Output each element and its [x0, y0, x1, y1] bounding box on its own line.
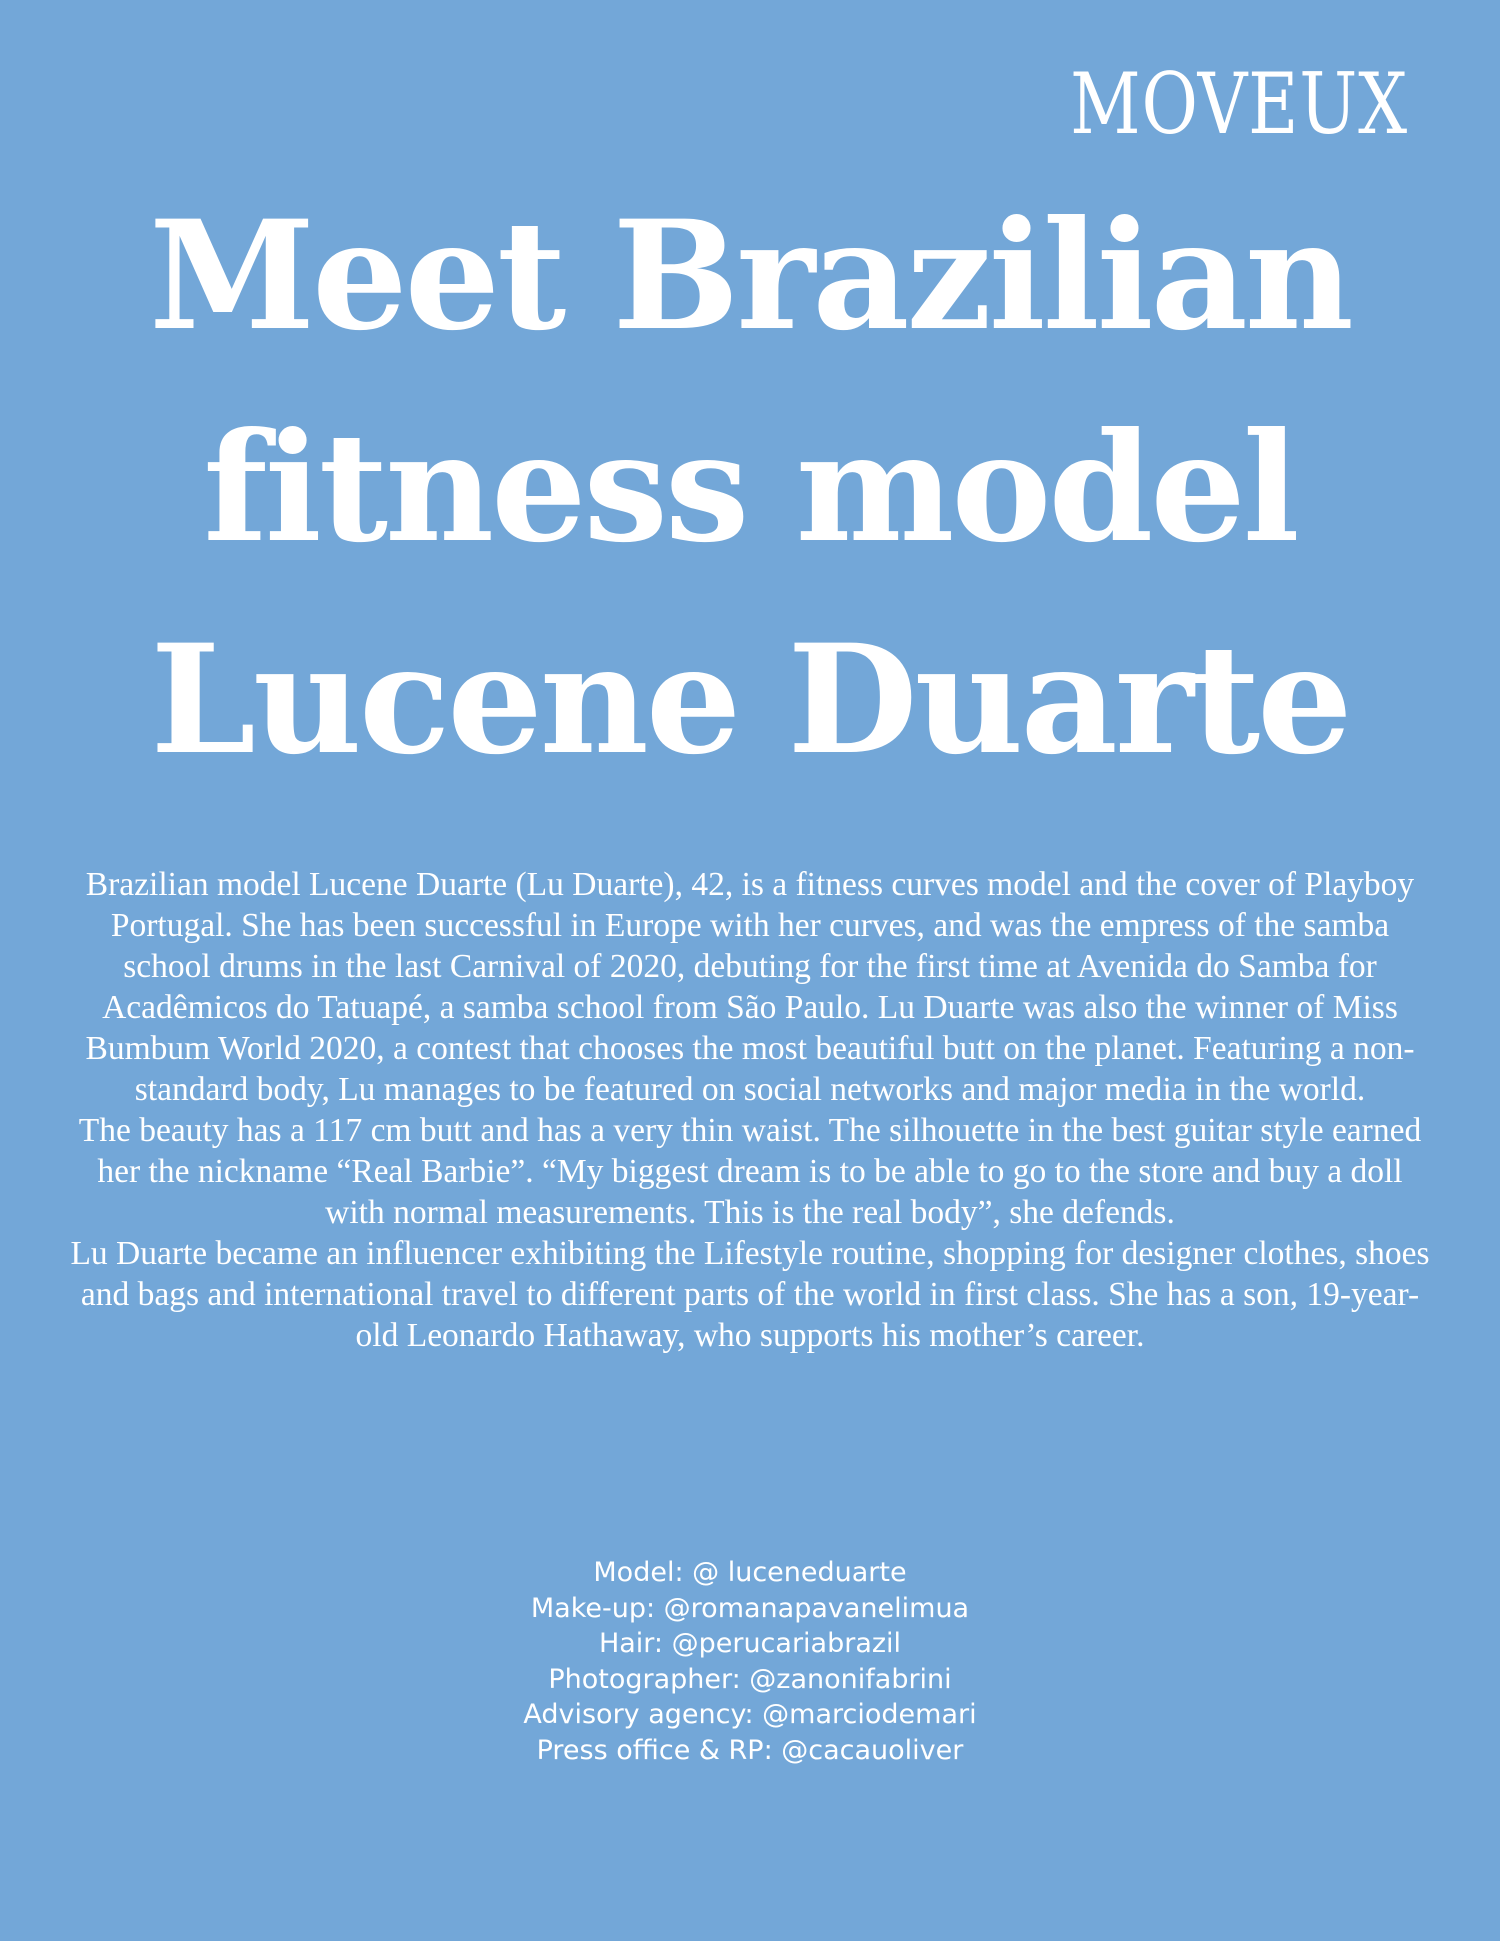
headline-line: Meet Brazilian	[149, 188, 1351, 364]
credit-makeup: Make-up: @romanapavanelimua	[530, 1592, 970, 1624]
credit-advisory-agency: Advisory agency: @marciodemari	[523, 1699, 977, 1730]
credit-hair: Hair: @perucariabrazil	[598, 1628, 902, 1659]
article-paragraph: Brazilian model Lucene Duarte (Lu Duarte), 42, is a fitness curves model and the cover of Playboy Portugal. She has been successful in Europe with her curves, and was the empress of the samba school drums in the last Carnival of 2020, debuting for the first time at Avenida do Samba for Acadêmicos do Tatuapé, a samba school from São Paulo. Lu Duarte was also the winner of Miss Bumbum World 2020, a contest that chooses the most beautiful butt on the planet. Featuring a non-standard body, Lu manages to be featured on social networks and major media in the world.	[85, 866, 1415, 1108]
headline-line: fitness model	[203, 400, 1297, 576]
magazine-logo: MOVEUX	[1070, 55, 1408, 153]
headline	[0, 170, 1500, 806]
headline-line: Lucene Duarte	[150, 612, 1350, 788]
article-paragraph: The beauty has a 117 cm butt and has a very thin waist. The silhouette in the best guitar style earned her the nickname “Real Barbie”. “My biggest dream is to be able to go to the store and buy a doll with normal measurements. This is the real body”, she defends.	[78, 1112, 1422, 1231]
credit-photographer: Photographer: @zanonifabrini	[548, 1663, 952, 1695]
photo-credits	[0, 1555, 1500, 1768]
article-paragraph: Lu Duarte became an influencer exhibiting the Lifestyle routine, shopping for designer clothes, shoes and bags and international travel to different parts of the world in first class. She has a son, 19-year-old Leonardo Hathaway, who supports his mother’s career.	[70, 1235, 1430, 1354]
article-body	[70, 864, 1430, 1356]
credit-model: Model: @ luceneduarte	[593, 1557, 907, 1588]
credit-press-office: Press office & RP: @cacauoliver	[536, 1734, 964, 1766]
